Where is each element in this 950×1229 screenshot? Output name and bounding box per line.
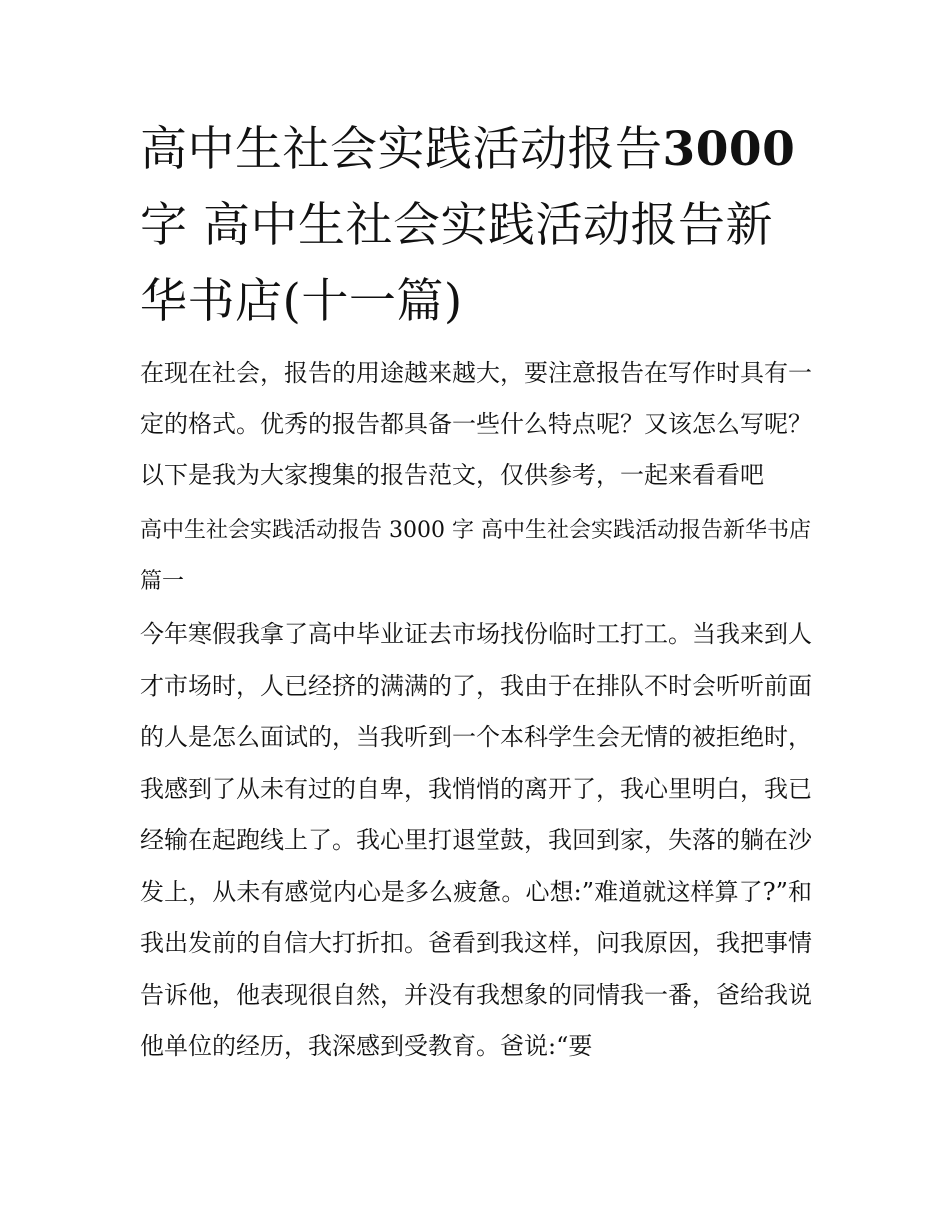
section-heading: 高中生社会实践活动报告 3000 字 高中生社会实践活动报告新华书店篇一: [140, 518, 811, 594]
title-part-1: 高中生社会实践活动报告: [140, 122, 663, 177]
document-title: [140, 112, 812, 340]
body-paragraph: 今年寒假我拿了高中毕业证去市场找份临时工打工。当我来到人才市场时，人已经挤的满满的了，我由于在排队不时会听听前面的人是怎么面试的，当我听到一个本科学生会无情的被拒绝时，我感到了从未有过的自卑，我悄悄的离开了，我心里明白，我已经输在起跑线上了。我心里打退堂鼓，我回到家，失落的躺在沙发上，从未有感觉内心是多么疲惫。心想:”难道就这样算了?”和我出发前的自信大打折扣。爸看到我这样，问我原因，我把事情告诉他，他表现很自然，并没有我想象的同情我一番，爸给我说他单位的经历，我深感到受教育。爸说:“要: [140, 620, 812, 1060]
intro-paragraph: 在现在社会，报告的用途越来越大，要注意报告在写作时具有一定的格式。优秀的报告都具备一些什么特点呢？又该怎么写呢？以下是我为大家搜集的报告范文，仅供参考，一起来看看吧: [140, 359, 812, 489]
document-page: [140, 112, 812, 1073]
title-part-2: 字 高中生社会实践活动报告新华书店(十一篇): [140, 198, 773, 329]
title-number: 3000: [662, 122, 796, 177]
